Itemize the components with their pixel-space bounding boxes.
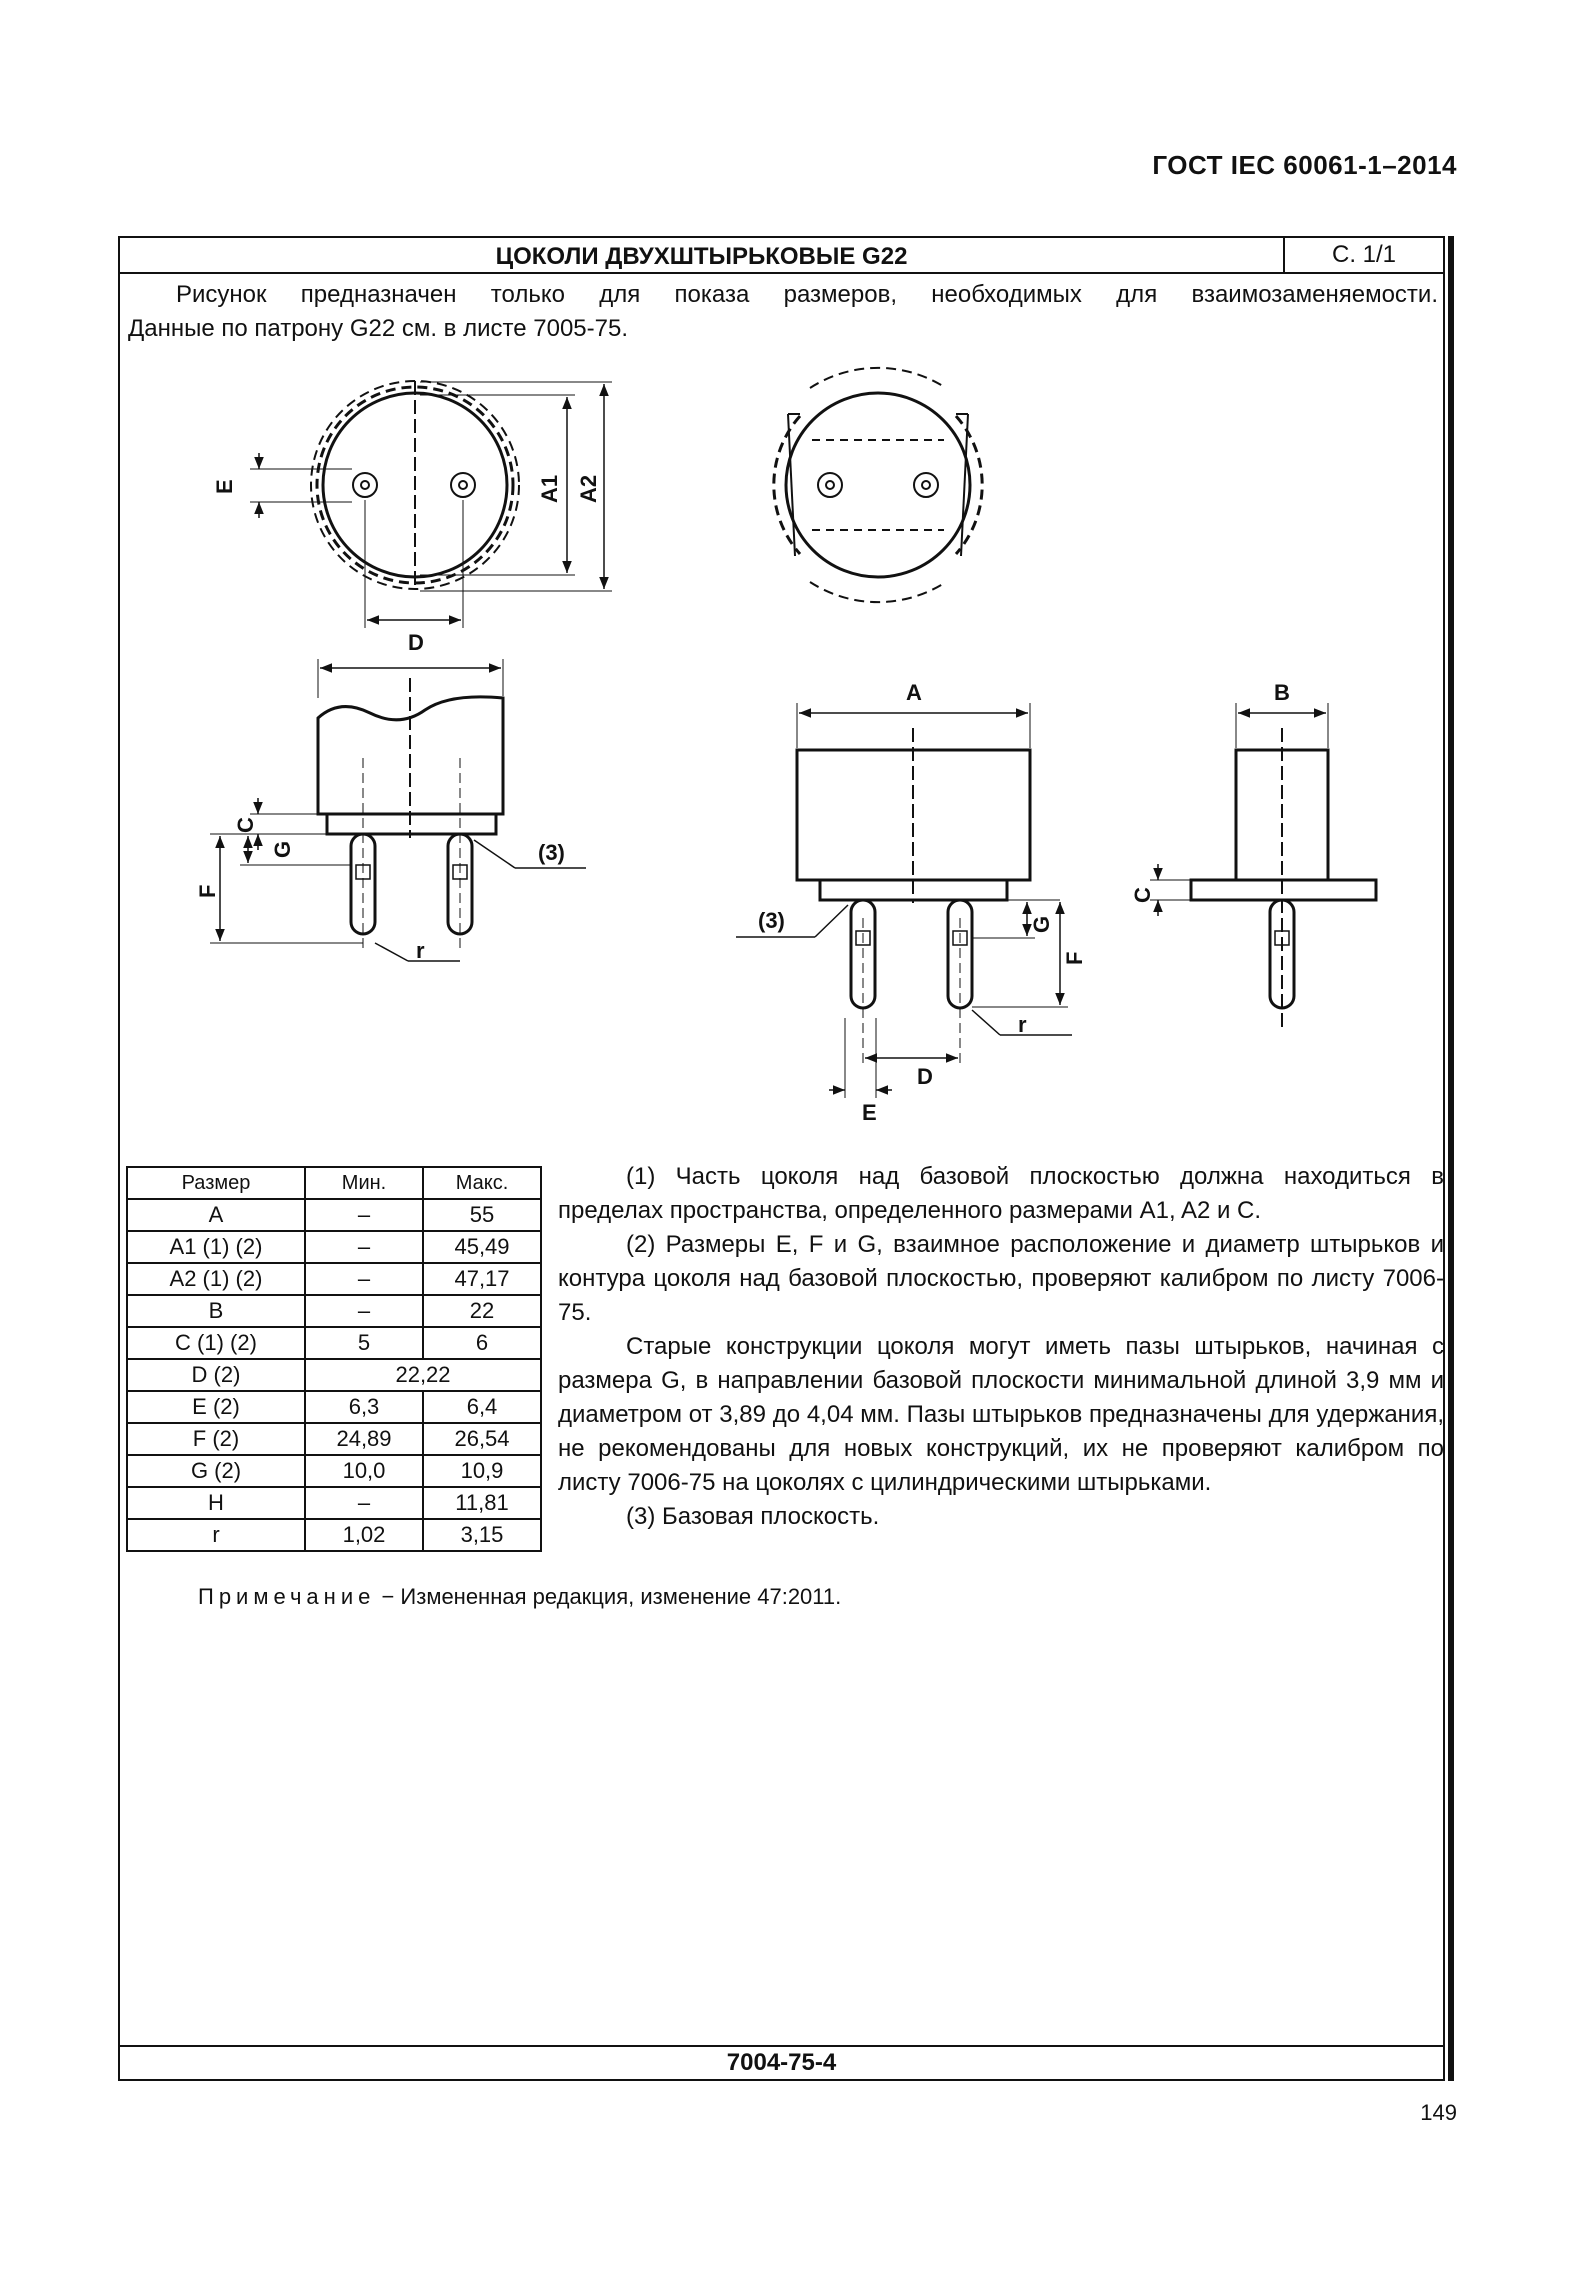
dimensions-table bbox=[126, 1166, 542, 1552]
footnote bbox=[198, 1584, 841, 1610]
label-r-left: r bbox=[416, 938, 425, 963]
table-cell: – bbox=[305, 1263, 423, 1295]
table-row bbox=[127, 1455, 541, 1487]
table-header-min: Мин. bbox=[305, 1167, 423, 1199]
table-cell: A2 (1) (2) bbox=[127, 1263, 305, 1295]
label-f-left: F bbox=[195, 884, 220, 898]
table-row bbox=[127, 1327, 541, 1359]
table-header-size: Размер bbox=[127, 1167, 305, 1199]
table-cell: 3,15 bbox=[423, 1519, 541, 1551]
label-r-middle: r bbox=[1018, 1012, 1027, 1037]
table-cell: 11,81 bbox=[423, 1487, 541, 1519]
sheet-code-row bbox=[120, 2045, 1443, 2079]
table-cell: 5 bbox=[305, 1327, 423, 1359]
table-cell: 1,02 bbox=[305, 1519, 423, 1551]
table-row bbox=[127, 1199, 541, 1231]
page-number: 149 bbox=[1420, 2100, 1457, 2125]
table-row bbox=[127, 1519, 541, 1551]
table-cell: 10,0 bbox=[305, 1455, 423, 1487]
label-g-middle: G bbox=[1029, 915, 1054, 933]
table-cell: 22,22 bbox=[305, 1359, 541, 1391]
note-1: (1) Часть цоколя над базовой плоскостью должна находиться в пределах пространства, определенного размерами A1, A2 и C. bbox=[558, 1163, 1444, 1224]
label-d-top: D bbox=[408, 630, 424, 655]
table-cell: 47,17 bbox=[423, 1263, 541, 1295]
label-ref3-left: (3) bbox=[538, 840, 565, 865]
base-top-view-left bbox=[250, 381, 612, 628]
label-a-side: A bbox=[906, 680, 922, 705]
base-side-view-right bbox=[1150, 703, 1376, 1028]
footnote-text: − Измененная редакция, изменение 47:2011. bbox=[375, 1584, 842, 1609]
table-cell: 6 bbox=[423, 1327, 541, 1359]
standard-number: ГОСТ IEC 60061-1–2014 bbox=[1152, 150, 1457, 180]
table-header-max: Макс. bbox=[423, 1167, 541, 1199]
sheet-frame bbox=[118, 236, 1445, 2081]
table-header-row bbox=[127, 1167, 541, 1199]
table-row bbox=[127, 1231, 541, 1263]
table-cell: – bbox=[305, 1295, 423, 1327]
intro-line-2: Данные по патрону G22 см. в листе 7005-75. bbox=[128, 315, 628, 342]
sheet-title: ЦОКОЛИ ДВУХШТЫРЬКОВЫЕ G22 bbox=[495, 243, 908, 270]
table-cell: G (2) bbox=[127, 1455, 305, 1487]
table-cell: E (2) bbox=[127, 1391, 305, 1423]
note-old-designs: Старые конструкции цоколя могут иметь пазы штырьков, начиная с размера G, в направлении базовой плоскости минимальной длиной 3,9 мм и диаметром от 3,89 до 4,04 мм. Пазы штырьков предназначены для удержания, не рекомендованы для новых конструкций, их не проверяют калибром по листу 7006-75 на цоколях с цилиндрическими штырьками. bbox=[558, 1333, 1444, 1496]
table-row bbox=[127, 1423, 541, 1455]
table-row bbox=[127, 1487, 541, 1519]
table-cell: D (2) bbox=[127, 1359, 305, 1391]
label-c-left: C bbox=[233, 817, 258, 833]
table-cell: r bbox=[127, 1519, 305, 1551]
label-g-left: G bbox=[270, 840, 295, 858]
label-a1: A1 bbox=[537, 474, 562, 503]
base-top-view-right bbox=[774, 368, 982, 602]
table-cell: – bbox=[305, 1199, 423, 1231]
table-cell: – bbox=[305, 1487, 423, 1519]
notes-block bbox=[558, 1160, 1444, 1534]
base-side-view-left bbox=[210, 659, 586, 961]
table-cell: 26,54 bbox=[423, 1423, 541, 1455]
label-b: B bbox=[1274, 680, 1290, 705]
table-row bbox=[127, 1263, 541, 1295]
table-cell: 6,4 bbox=[423, 1391, 541, 1423]
table-row bbox=[127, 1295, 541, 1327]
table-cell: 22 bbox=[423, 1295, 541, 1327]
table-cell: H bbox=[127, 1487, 305, 1519]
table-cell: 55 bbox=[423, 1199, 541, 1231]
note-2: (2) Размеры E, F и G, взаимное расположение и диаметр штырьков и контура цоколя над базовой плоскостью, проверяют калибром по листу 7006-75. bbox=[558, 1231, 1444, 1326]
table-cell: A1 (1) (2) bbox=[127, 1231, 305, 1263]
intro-line-1: Рисунок предназначен только для показа размеров, необходимых для взаимозаменяемости. bbox=[176, 281, 1438, 308]
table-cell: 24,89 bbox=[305, 1423, 423, 1455]
table-cell: B bbox=[127, 1295, 305, 1327]
label-e-top: E bbox=[212, 479, 237, 494]
table-cell: C (1) (2) bbox=[127, 1327, 305, 1359]
note-3: (3) Базовая плоскость. bbox=[626, 1503, 880, 1530]
label-ref3-middle: (3) bbox=[758, 908, 785, 933]
label-a2: A2 bbox=[576, 474, 601, 503]
label-f-middle: F bbox=[1062, 951, 1087, 965]
label-d-side: D bbox=[917, 1064, 933, 1089]
table-cell: – bbox=[305, 1231, 423, 1263]
base-side-view-middle bbox=[736, 703, 1072, 1098]
table-cell: A bbox=[127, 1199, 305, 1231]
sheet-code: 7004-75-4 bbox=[726, 2049, 837, 2076]
table-cell: 45,49 bbox=[423, 1231, 541, 1263]
label-e-side: E bbox=[862, 1100, 877, 1125]
table-cell: 10,9 bbox=[423, 1455, 541, 1487]
table-cell: F (2) bbox=[127, 1423, 305, 1455]
table-row bbox=[127, 1359, 541, 1391]
page-reference: С. 1/1 bbox=[1283, 238, 1443, 272]
footnote-label: Примечание bbox=[198, 1584, 376, 1609]
label-c-right: C bbox=[1130, 887, 1155, 903]
frame-shadow bbox=[1448, 236, 1454, 2081]
table-row bbox=[127, 1391, 541, 1423]
table-cell: 6,3 bbox=[305, 1391, 423, 1423]
